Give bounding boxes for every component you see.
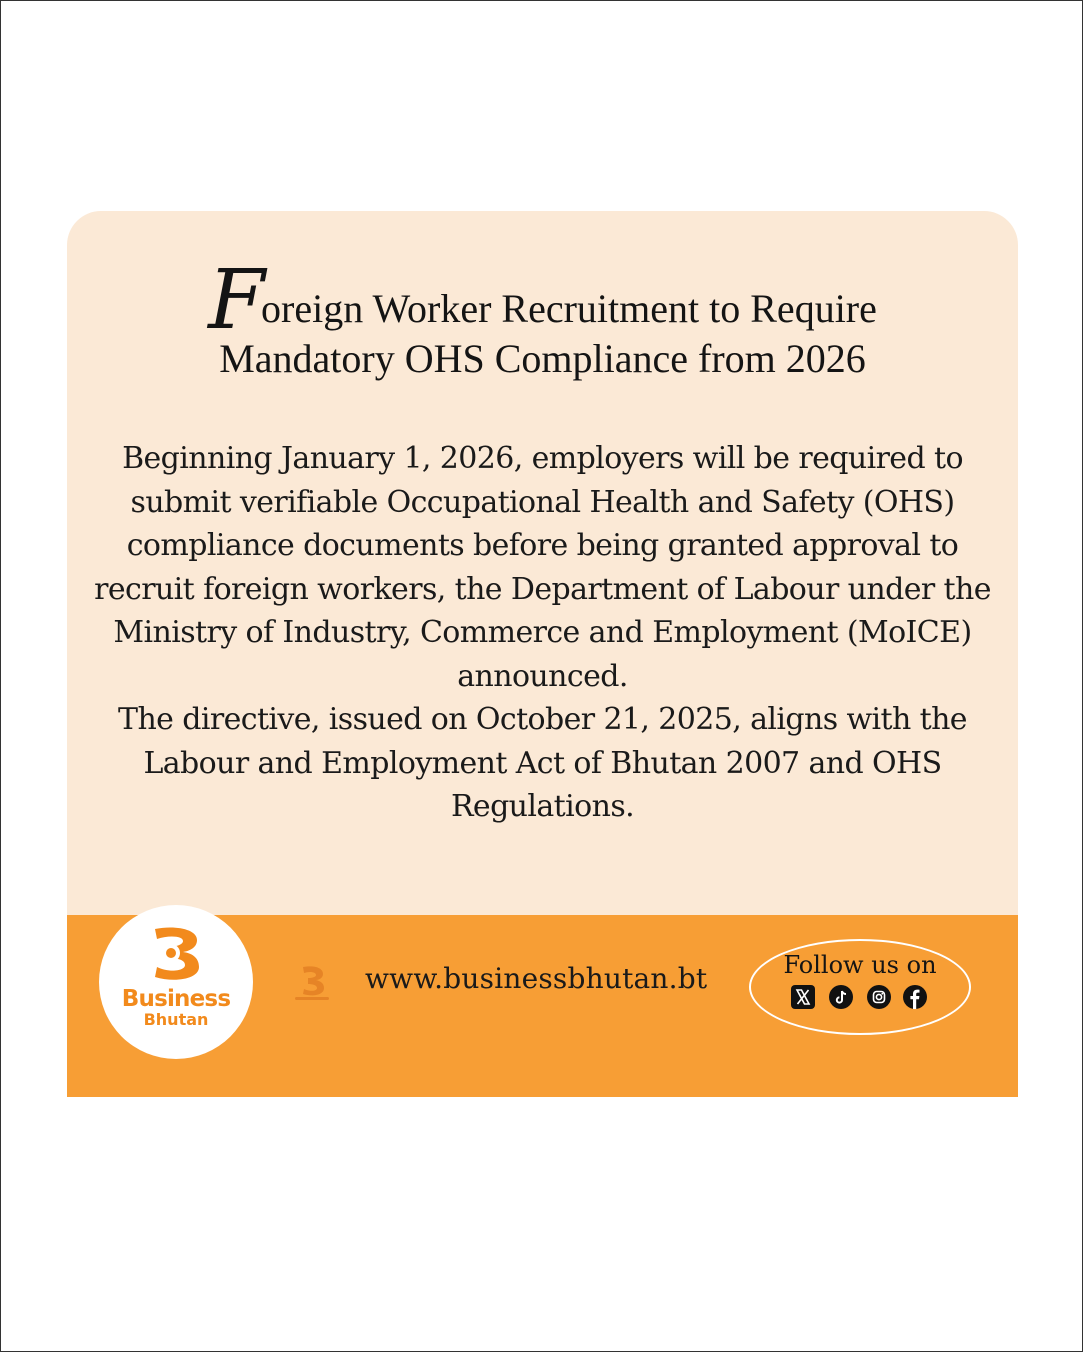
article-paragraph-1: Beginning January 1, 2026, employers will be required to submit verifiable Occupational Health and Safety (OHS) compliance documents before being granted approval to recruit foreign workers, the Department of Labour under the Ministry of Industry, Commerce and Employment (MoICE) announced. — [94, 441, 991, 694]
footer-banner — [67, 915, 1018, 1097]
headline-line-2: Mandatory OHS Compliance from 2026 — [219, 336, 866, 381]
headline-line-1 — [67, 253, 1018, 348]
instagram-icon[interactable] — [867, 985, 891, 1009]
tiktok-icon[interactable] — [829, 985, 853, 1009]
logo-sub-text: Bhutan — [143, 1010, 209, 1029]
headline — [67, 253, 1018, 384]
website-link[interactable]: www.businessbhutan.bt — [365, 962, 708, 995]
small-logo-icon — [289, 963, 335, 1003]
article-paragraph-2: The directive, issued on October 21, 2025, aligns with the Labour and Employment Act of Bhutan 2007 and OHS Regulations. — [118, 702, 967, 824]
follow-us-label: Follow us on — [783, 951, 937, 979]
follow-us-badge — [749, 939, 971, 1035]
headline-line-1-text: oreign Worker Recruitment to Require — [261, 286, 877, 331]
x-icon[interactable] — [791, 985, 815, 1009]
facebook-icon[interactable] — [903, 985, 927, 1009]
news-card — [67, 211, 1018, 1097]
article-body — [87, 437, 998, 829]
logo-brand-text: Business — [121, 986, 231, 1012]
headline-dropcap: F — [208, 253, 262, 348]
social-icons — [791, 985, 931, 1011]
business-bhutan-b-logo-icon — [145, 923, 205, 983]
brand-logo[interactable] — [99, 905, 253, 1059]
